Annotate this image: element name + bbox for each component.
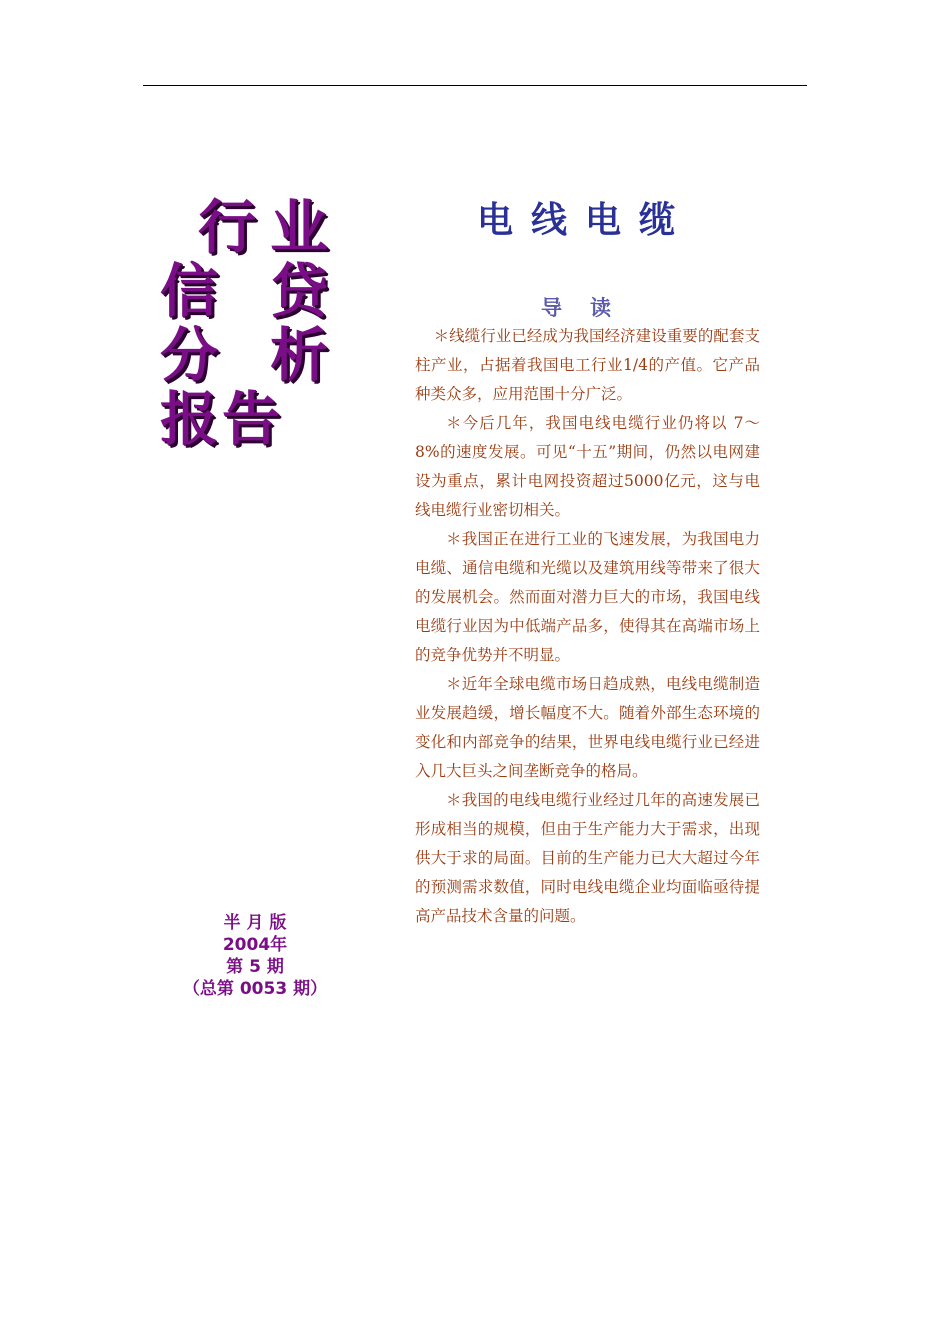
intro-heading: 导读: [541, 295, 639, 320]
intro-paragraph: ＊我国的电线电缆行业经过几年的高速发展已形成相当的规模，但由于生产能力大于需求，出现供大于求的局面。目前的生产能力已大大超过今年的预测需求数值，同时电线电缆企业均面临亟待提高产品技术含量的问题。: [415, 791, 760, 925]
vertical-title-row: [160, 195, 340, 259]
issue-info: [180, 912, 330, 1000]
intro-paragraph: ＊我国正在进行工业的飞速发展，为我国电力电缆、通信电缆和光缆以及建筑用线等带来了很大的发展机会。然而面对潜力巨大的市场，我国电线电缆行业因为中低端产品多，使得其在高端市场上的竞争优势并不明显。: [415, 530, 760, 664]
vertical-title-char: 业: [270, 193, 329, 261]
vertical-title-char: 析: [270, 321, 329, 389]
vertical-title-row: [160, 323, 340, 387]
intro-paragraph: ＊近年全球电缆市场日趋成熟，电线电缆制造业发展趋缓，增长幅度不大。随着外部生态环境的变化和内部竞争的结果，世界电线电缆行业已经进入几大巨头之间垄断竞争的格局。: [415, 675, 760, 780]
main-title: 电线电缆: [476, 200, 693, 241]
vertical-title-char: 报: [160, 385, 219, 453]
intro-paragraph: ＊今后几年，我国电线电缆行业仍将以 7～8%的速度发展。可见“十五”期间，仍然以电网建设为重点，累计电网投资超过5000亿元，这与电线电缆行业密切相关。: [415, 414, 760, 519]
issue-year: 2004年: [222, 935, 288, 955]
vertical-title-char: 行: [198, 193, 257, 261]
issue-total: （总第 0053 期）: [182, 979, 328, 999]
vertical-title-row: [160, 387, 340, 451]
intro-paragraph: ＊线缆行业已经成为我国经济建设重要的配套支柱产业，占据着我国电工行业1/4的产值。它产品种类众多，应用范围十分广泛。: [415, 327, 760, 403]
vertical-title-char: 信: [160, 257, 219, 325]
vertical-title-char: 贷: [270, 257, 329, 325]
intro-text: [415, 322, 760, 931]
issue-number: 第 5 期: [226, 957, 284, 977]
issue-edition: 半 月 版: [223, 913, 287, 933]
vertical-title-row: [160, 259, 340, 323]
vertical-title-char: 告: [222, 385, 281, 453]
top-rule: [143, 85, 807, 86]
vertical-title: [160, 195, 340, 451]
vertical-title-char: 分: [160, 321, 219, 389]
